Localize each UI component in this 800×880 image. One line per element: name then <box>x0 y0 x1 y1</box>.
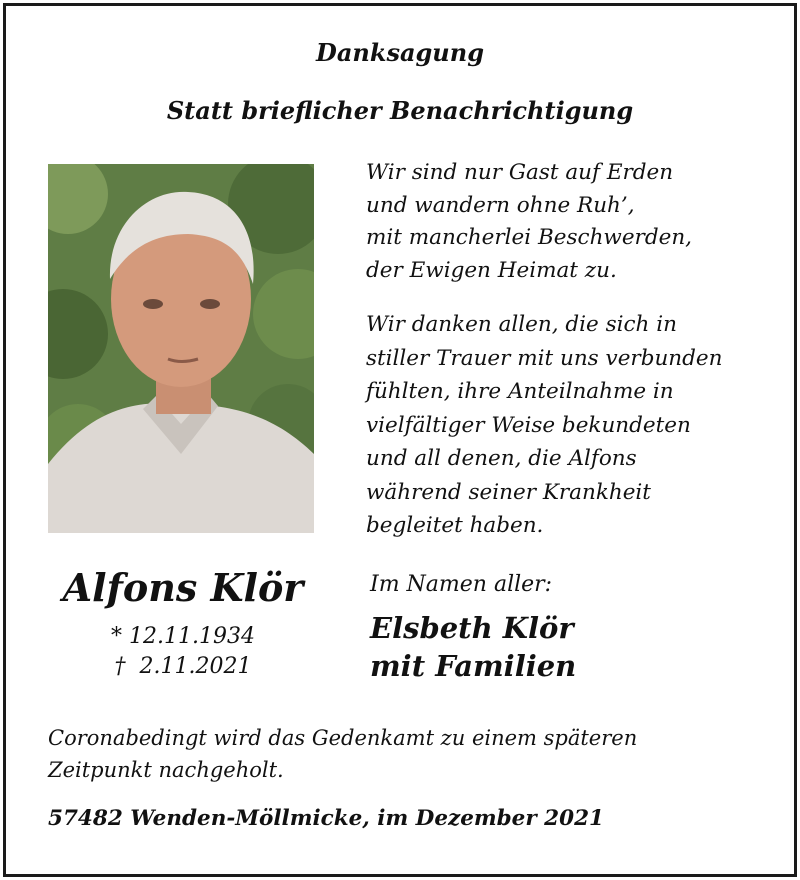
thanks-line: fühlten, ihre Anteilnahme in <box>366 379 674 404</box>
signature-line-2: mit Familien <box>370 649 577 683</box>
place-and-date: 57482 Wenden-Möllmicke, im Dezember 2021 <box>48 806 605 831</box>
notice-title: Danksagung <box>316 38 484 67</box>
thanks-line: während seiner Krankheit <box>366 479 651 505</box>
thanks-line: begleitet haben. <box>366 513 544 538</box>
memorial-note <box>48 722 637 786</box>
poem-line: Wir sind nur Gast auf Erden <box>366 160 674 185</box>
note-line-1: Coronabedingt wird das Gedenkamt zu einem späteren <box>48 726 638 750</box>
signature-line-1: Elsbeth Klör <box>370 611 574 645</box>
thanks-line: vielfältiger Weise bekundeten <box>366 412 691 438</box>
thanks-line: und all denen, die Alfons <box>366 446 637 471</box>
portrait-photo <box>48 164 314 533</box>
life-dates <box>48 622 318 682</box>
thanks-paragraph <box>366 308 723 543</box>
poem-line: der Ewigen Heimat zu. <box>366 257 617 283</box>
thanks-line: Wir danken allen, die sich in <box>366 312 677 337</box>
signature-intro: Im Namen aller: <box>370 572 553 597</box>
poem-line: mit mancherlei Beschwerden, <box>366 225 693 250</box>
poem-stanza-1 <box>366 157 692 287</box>
death-date: † 2.11.2021 <box>114 654 252 679</box>
signature-names <box>370 609 576 685</box>
birth-date: * 12.11.1934 <box>111 624 255 649</box>
poem-line: und wandern ohne Ruh’, <box>366 192 635 218</box>
deceased-name: Alfons Klör <box>62 565 304 610</box>
notice-subtitle: Statt brieflicher Benachrichtigung <box>166 96 634 125</box>
note-line-2: Zeitpunkt nachgeholt. <box>48 758 284 782</box>
thanks-line: stiller Trauer mit uns verbunden <box>366 345 723 371</box>
